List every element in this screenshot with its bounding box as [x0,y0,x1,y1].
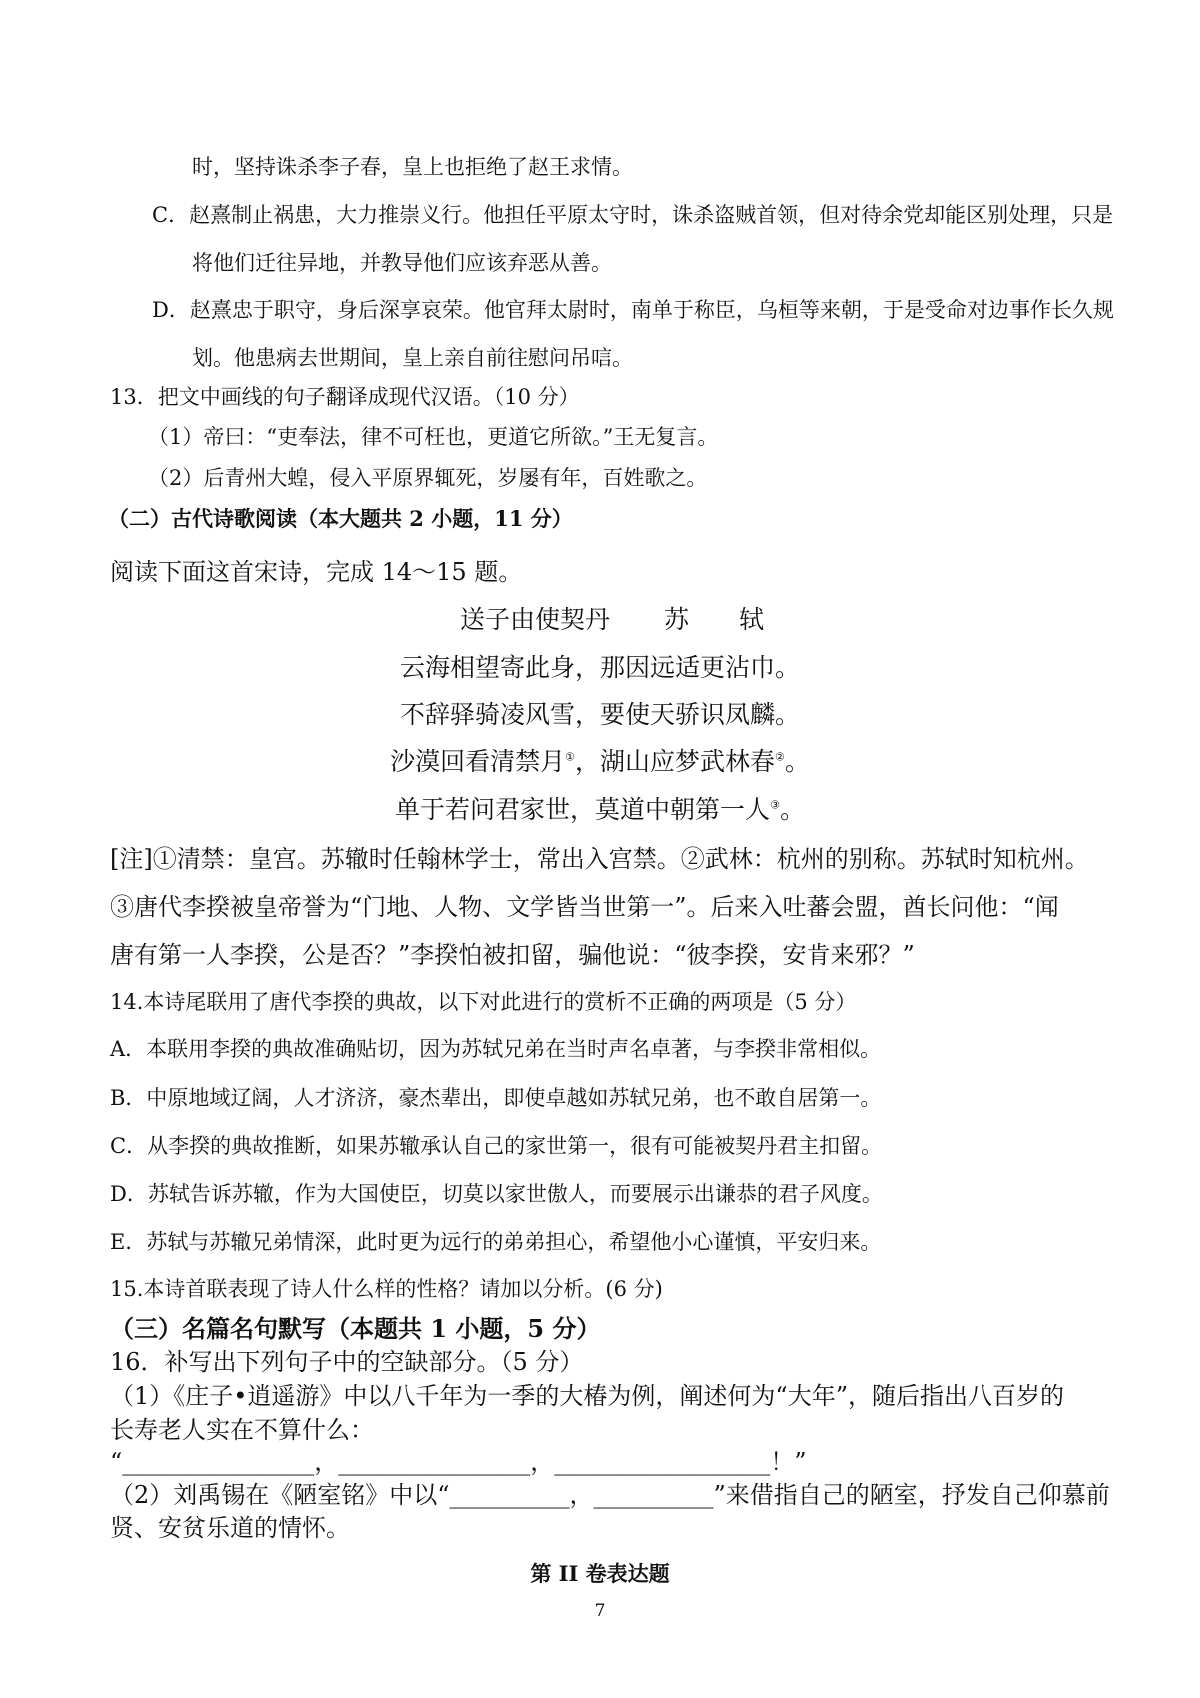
q16-item-2-line2: 贤、安贫乐道的情怀。 [110,1514,350,1542]
q13-item-1: （1）帝曰：“吏奉法，律不可枉也，更道它所欲。”王无复言。 [148,425,719,449]
notes-line-2: ③唐代李揆被皇帝誉为“门地、人物、文学皆当世第一”。后来入吐蕃会盟，酋长问他：“闻 [110,893,1059,921]
poem-line-1: 云海相望寄此身，那因远适更沾巾。 [399,653,800,682]
q12-option-d-line1: D．赵熹忠于职守，身后深享哀荣。他官拜太尉时，南单于称臣，乌桓等来朝，于是受命对边事作长久规 [152,298,1114,322]
notes-line-3: 唐有第一人李揆，公是否？”李揆怕被扣留，骗他说：“彼李揆，安肯来邪？” [110,941,915,969]
poem-title: 送子由使契丹 [460,605,611,634]
q12-option-c-line1: C．赵熹制止祸患，大力推崇义行。他担任平原太守时，诛杀盗贼首领，但对待余党却能区别处理，只是 [152,203,1114,227]
q14-option-e: E．苏轼与苏辙兄弟情深，此时更为远行的弟弟担心，希望他小心谨慎，平安归来。 [110,1230,882,1254]
note-marker-3: ③ [770,798,780,812]
poem-line-4: 单于若问君家世，莫道中朝第一人③。 [395,795,805,824]
note-marker-1: ① [565,750,575,764]
q14-option-a: A．本联用李揆的典故准确贴切，因为苏轼兄弟在当时声名卓著，与李揆非常相似。 [110,1037,882,1061]
poem-author: 苏 轼 [664,605,765,634]
q14-option-d: D．苏轼告诉苏辙，作为大国使臣，切莫以家世傲人，而要展示出谦恭的君子风度。 [110,1182,883,1206]
q16-item-1-line1: （1）《庄子•逍遥游》中以八千年为一季的大椿为例，阐述何为“大年”，随后指出八百岁的 [110,1382,1064,1410]
q16-item-1-line2: 长寿老人实在不算什么： [110,1416,374,1444]
q12-option-d-line2: 划。他患病去世期间，皇上亲自前往慰问吊唁。 [192,346,633,370]
q15-title: 15.本诗首联表现了诗人什么样的性格？请加以分析。(6 分) [110,1277,663,1301]
poem-line-3: 沙漠回看清禁月①，湖山应梦武林春②。 [390,747,810,776]
notes-line-1: [注]①清禁：皇宫。苏辙时任翰林学士，常出入宫禁。②武林：杭州的别称。苏轼时知杭州。 [110,845,1089,873]
q12-option-c-line2: 将他们迁往异地，并教导他们应该弃恶从善。 [192,251,612,275]
q13-title: 13．把文中画线的句子翻译成现代汉语。（10 分） [110,385,580,409]
q16-item-2-line1: （2）刘禹锡在《陋室铭》中以“__________，__________”来借指自己的陋室，抒发自己仰慕前 [110,1481,1110,1509]
section2-intro: 阅读下面这首宋诗，完成 14～15 题。 [110,558,523,586]
q16-item-1-blanks: “________________，________________，__________________！” [110,1448,807,1476]
q16-title: 16．补写出下列句子中的空缺部分。（5 分） [110,1348,584,1376]
poem-title-line [460,607,764,632]
section2-heading: （二）古代诗歌阅读（本大题共 2 小题，11 分） [108,506,573,531]
section3-heading: （三）名篇名句默写（本题共 1 小题，5 分） [110,1314,601,1343]
page-number: 7 [594,1601,606,1621]
q14-title: 14.本诗尾联用了唐代李揆的典故，以下对此进行的赏析不正确的两项是（5 分） [110,990,857,1014]
part2-heading: 第 II 卷表达题 [530,1561,670,1586]
q12-option-b-continuation: 时，坚持诛杀李子春，皇上也拒绝了赵王求情。 [192,155,633,179]
q13-item-2: （2）后青州大蝗，侵入平原界辄死，岁屡有年，百姓歌之。 [148,466,708,490]
q14-option-c: C．从李揆的典故推断，如果苏辙承认自己的家世第一，很有可能被契丹君主扣留。 [110,1134,883,1158]
note-marker-2: ② [775,750,785,764]
poem-line-2: 不辞驿骑凌风雪，要使天骄识凤麟。 [399,700,800,729]
q14-option-b: B．中原地域辽阔，人才济济，豪杰辈出，即使卓越如苏轼兄弟，也不敢自居第一。 [110,1086,882,1110]
